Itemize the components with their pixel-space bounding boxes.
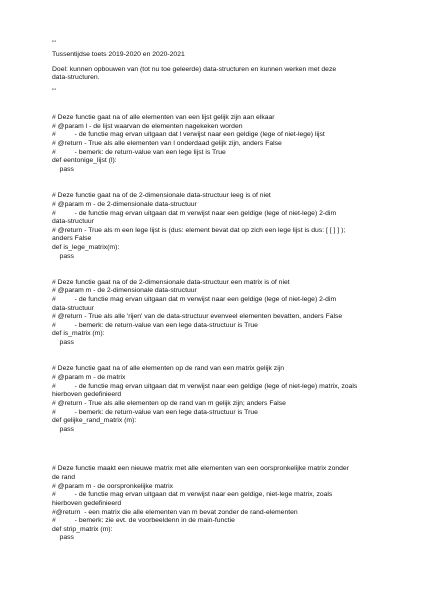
document-line: # Deze functie gaat na of de 2-dimensionale data-structuur leeg is of niet [52,192,271,199]
document-line: de rand [52,474,76,481]
document-line: # @return - True als alle elementen op de rand van m gelijk zijn; anders False [52,400,286,407]
document-line: # @param m - de 2-dimensionale data-structuur [52,201,197,208]
document-line: # @param l - de lijst waarvan de elementen nagekeken worden [52,123,243,130]
document-line: ''' [52,88,56,95]
document-line: Tussentijdse toets 2019-2020 en 2020-2021 [52,51,185,58]
document-line: pass [52,339,74,346]
document-line: # @return - True als m een lege lijst is (dus: element bevat dat op zich een lege lijst is dus: [ [ ] ] ); [52,227,346,234]
document-line: # - bemerk: de return-value van een lege data-structuur is True [52,409,258,416]
document-line: # @param m - de 2-dimensionale data-structuur [52,287,197,294]
document-line: ''' [52,40,56,47]
document-line: def eentonige_lijst (l): [52,157,117,164]
document-line: anders False [52,235,92,242]
document-line: # Deze functie gaat na of alle elementen van een lijst gelijk zijn aan elkaar [52,114,275,121]
document-line: # @return - True als alle 'rijen' van de data-structuur evenveel elementen bevatten, anders False [52,313,343,320]
document-line: #@return - een matrix die alle elementen van m bevat zonder de rand-elementen [52,509,298,516]
document-line: # - de functie mag ervan uitgaan dat m verwijst naar een geldige (lege of niet-lege) 2-dim [52,296,337,303]
document-line: pass [52,534,74,541]
document-line: # Deze functie maakt een nieuwe matrix met alle elementen van een oorspronkelijke matrix zonder [52,465,349,472]
document-line: # Deze functie gaat na of de 2-dimensionale data-structuur een matrix is of niet [52,279,290,286]
document-line: # @return - True als alle elementen van l onderdaad gelijk zijn, anders False [52,140,282,147]
document-line: # - de functie mag ervan uitgaan dat l verwijst naar een geldige (lege of niet-lege) lijst [52,131,325,138]
document-line: # - bemerk: zie evt. de voorbeeldenn in de main-functie [52,517,235,524]
document-line: # - bemerk: de return-value van een lege data-structuur is True [52,322,258,329]
document-line: def gelijke_rand_matrix (m): [52,417,137,424]
document-line: def strip_matrix (m): [52,526,113,533]
document-line: # @param m - de matrix [52,374,126,381]
document-line: hierboven gedefinieerd [52,500,122,507]
document-line: # - de functie mag ervan uitgaan dat m verwijst naar een geldige, niet-lege matrix, zoals [52,491,333,498]
document-line: data-structuur [52,218,94,225]
document-line: Doel: kunnen opbouwen van (tot nu toe geleerde) data-structuren en kunnen werken met deze [52,66,337,73]
document-line: pass [52,253,74,260]
document-line: # - bemerk: de return-value van een lege lijst is True [52,149,226,156]
document-line: # - de functie mag ervan uitgaan dat m verwijst naar een geldige (lege of niet-lege) matrix, zoals [52,383,358,390]
document-line: # @param m - de oorspronkelijke matrix [52,483,173,490]
document-line: hierboven gedefinieerd [52,391,122,398]
document-line: def is_matrix (m): [52,330,105,337]
document-line: # Deze functie gaat na of alle elementen op de rand van een matrix gelijk zijn [52,365,284,372]
document-line: pass [52,166,74,173]
document-line: # - de functie mag ervan uitgaan dat m verwijst naar een geldige (lege of niet-lege) 2-dim [52,210,337,217]
document-line: def is_lege_matrix(m): [52,244,120,251]
document-line: pass [52,426,74,433]
document-line: data-structuur [52,305,94,312]
document-line: data-structuren. [52,74,100,81]
